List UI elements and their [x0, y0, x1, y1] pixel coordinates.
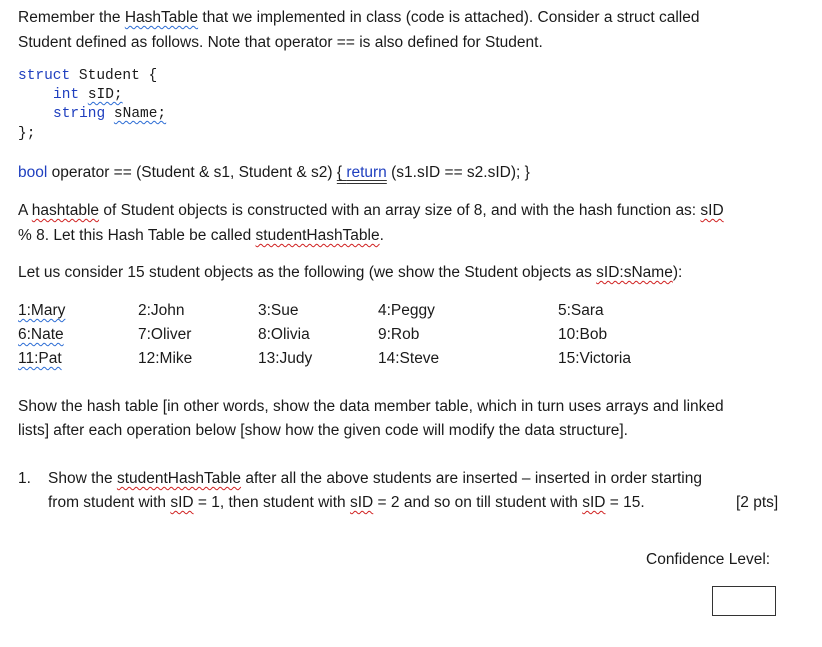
question-text: = 2 and so on till student with [373, 494, 583, 511]
sid-word: sID [170, 494, 194, 511]
keyword-string: string [53, 106, 106, 122]
question-text: Show the [48, 470, 117, 487]
field-sname: sName; [113, 106, 167, 122]
hash-text: A [18, 202, 32, 219]
code-int-line [53, 86, 123, 105]
intro-line-2: Student defined as follows. Note that operator == is also defined for Student. [18, 34, 543, 51]
intro-text: Remember the [18, 9, 125, 26]
sid-word: sID [349, 494, 374, 511]
question-number: 1. [18, 470, 31, 487]
student-item: 1:Mary [18, 302, 66, 319]
format-word: sID:sName [596, 264, 673, 281]
question-line-2 [48, 491, 645, 515]
operator-line [18, 161, 530, 185]
hash-text: . [379, 227, 384, 244]
show-line-1: Show the hash table [in other words, show the data member table, which in turn uses arrays and linked [18, 398, 724, 415]
confidence-input-box[interactable] [712, 586, 776, 616]
question-line-1 [48, 467, 702, 491]
student-item: 15:Victoria [558, 350, 631, 367]
hash-text: of Student objects is constructed with an array size of 8, and with the hash function as: [99, 202, 701, 219]
intro-text: that we implemented in class (code is attached). Consider a struct called [198, 9, 700, 26]
student-item: 3:Sue [258, 302, 299, 319]
hash-desc-line-2 [18, 224, 384, 248]
hashtable-word: HashTable [124, 9, 199, 26]
intro-line-1 [18, 6, 699, 30]
code-text: Student { [70, 68, 158, 84]
field-sid: sID; [87, 87, 123, 103]
brace-open: { [336, 164, 347, 181]
table-name: studentHashTable [255, 227, 380, 244]
code-struct-line [18, 67, 157, 86]
student-item: 4:Peggy [378, 302, 435, 319]
points-label: [2 pts] [736, 494, 779, 511]
question-text: = 1, then student with [193, 494, 350, 511]
student-item: 5:Sara [558, 302, 604, 319]
student-item: 2:John [138, 302, 185, 319]
keyword-int: int [53, 87, 80, 103]
student-item: 14:Steve [378, 350, 440, 367]
question-text: = 15. [605, 494, 645, 511]
student-item: 9:Rob [378, 326, 420, 343]
operator-body [337, 164, 387, 181]
question-text: after all the above students are inserted – inserted in order starting [241, 470, 702, 487]
sid-word: sID [582, 494, 606, 511]
code-string-line [53, 105, 166, 124]
hashtable-word: hashtable [31, 202, 100, 219]
hash-text: % 8. Let this Hash Table be called [18, 227, 256, 244]
show-line-2: lists] after each operation below [show how the given code will modify the data structure]. [18, 422, 628, 439]
hash-desc-line-1 [18, 199, 724, 223]
student-item: 10:Bob [558, 326, 608, 343]
student-item: 6:Nate [18, 326, 64, 343]
student-item: 8:Olivia [258, 326, 310, 343]
student-item: 13:Judy [258, 350, 313, 367]
operator-text: (s1.sID == s2.sID); } [386, 164, 530, 181]
student-item: 7:Oliver [138, 326, 192, 343]
confidence-label: Confidence Level: [646, 551, 771, 568]
code-close-line: }; [18, 126, 36, 142]
sid-word: sID [700, 202, 724, 219]
keyword-return: return [346, 164, 387, 181]
operator-text: operator == (Student & s1, Student & s2) [47, 164, 337, 181]
table-name: studentHashTable [116, 470, 242, 487]
keyword-struct: struct [18, 68, 71, 84]
student-item: 12:Mike [138, 350, 193, 367]
consider-text: ): [672, 264, 683, 281]
student-item: 11:Pat [18, 350, 62, 367]
consider-line [18, 261, 682, 285]
keyword-bool: bool [18, 164, 48, 181]
consider-text: Let us consider 15 student objects as the following (we show the Student objects as [18, 264, 597, 281]
question-text: from student with [48, 494, 171, 511]
